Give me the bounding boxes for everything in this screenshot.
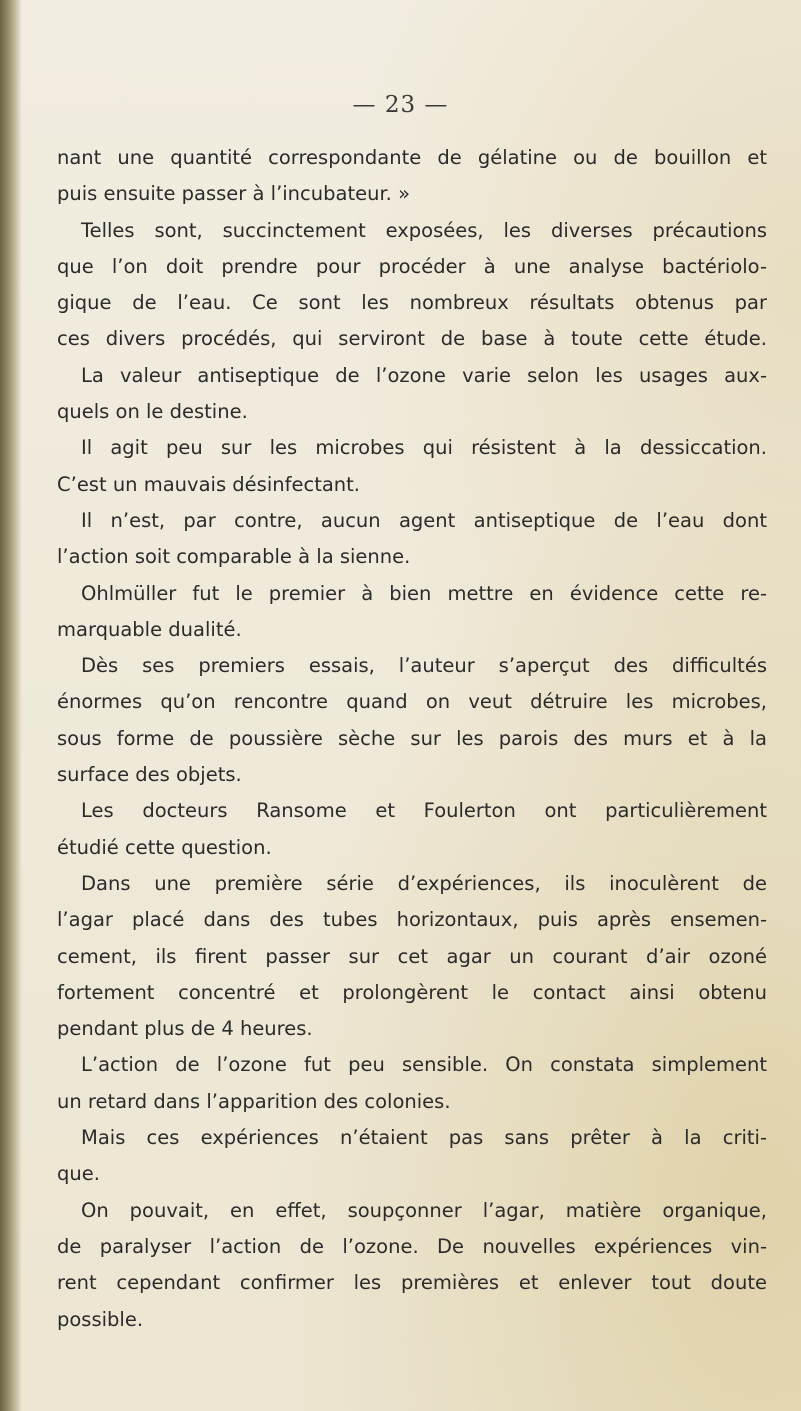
text-line: marquable dualité. [57,617,242,641]
body-text [57,140,767,1338]
text-line: L’action de l’ozone fut peu sensible. On constata simplement [81,1053,767,1077]
text-line: l’agar placé dans des tubes horizontaux, puis après ensemen- [57,908,767,932]
text-line: Ohlmüller fut le premier à bien mettre en évidence cette re- [81,581,767,605]
text-line: énormes qu’on rencontre quand on veut détruire les microbes, [57,690,767,714]
text-line: l’action soit comparable à la sienne. [57,545,411,569]
page-binding-edge [0,0,22,1411]
text-line: quels on le destine. [57,400,248,424]
text-line: de paralyser l’action de l’ozone. De nouvelles expériences vin- [57,1234,767,1258]
text-line: un retard dans l’apparition des colonies. [57,1089,451,1113]
text-line: que. [57,1162,100,1186]
text-line: Mais ces expériences n’étaient pas sans prêter à la criti- [81,1126,767,1150]
text-line: Telles sont, succinctement exposées, les diverses précautions [81,218,767,242]
text-line: cement, ils firent passer sur cet agar un courant d’air ozoné [57,944,767,968]
text-line: Les docteurs Ransome et Foulerton ont particulièrement [81,799,767,823]
text-line: C’est un mauvais désinfectant. [57,472,360,496]
text-line: rent cependant confirmer les premières et enlever tout doute [57,1271,767,1295]
text-line: surface des objets. [57,763,242,787]
text-line: Il n’est, par contre, aucun agent antiseptique de l’eau dont [81,508,767,532]
text-line: fortement concentré et prolongèrent le contact ainsi obtenu [57,980,767,1004]
text-line: On pouvait, en effet, soupçonner l’agar, matière organique, [81,1198,767,1222]
text-line: La valeur antiseptique de l’ozone varie selon les usages aux- [81,363,767,387]
text-line: gique de l’eau. Ce sont les nombreux résultats obtenus par [57,291,767,315]
text-line: Il agit peu sur les microbes qui résistent à la dessiccation. [81,436,767,460]
text-line: sous forme de poussière sèche sur les parois des murs et à la [57,726,767,750]
text-line: Dès ses premiers essais, l’auteur s’aperçut des difficultés [81,654,767,678]
text-line: puis ensuite passer à l’incubateur. » [57,182,411,206]
text-line: étudié cette question. [57,835,272,859]
text-line: ces divers procédés, qui serviront de base à toute cette étude. [57,327,767,351]
text-line: nant une quantité correspondante de gélatine ou de bouillon et [57,146,767,169]
text-line: possible. [57,1307,144,1331]
text-line: Dans une première série d’expériences, ils inoculèrent de [81,871,767,895]
text-line: pendant plus de 4 heures. [57,1017,313,1041]
text-line: que l’on doit prendre pour procéder à une analyse bactériolo- [57,254,767,278]
page-number: — 23 — [352,92,449,118]
